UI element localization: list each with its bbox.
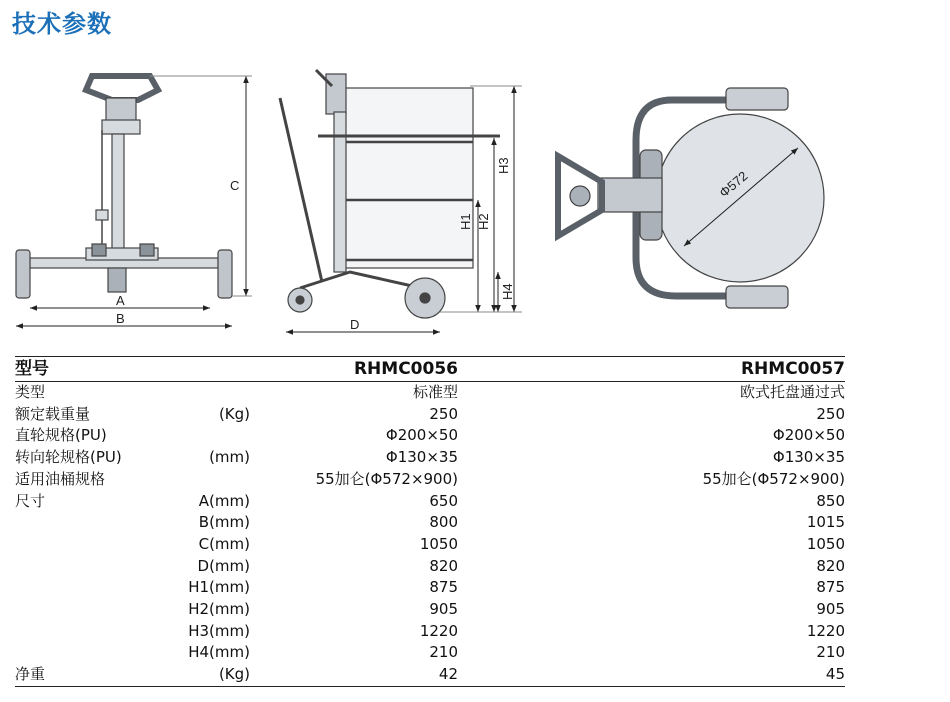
row-label	[15, 512, 185, 534]
row-value-1: 210	[429, 643, 458, 662]
row-sub	[185, 382, 250, 404]
row-label	[15, 642, 185, 664]
row-value-2: 905	[816, 600, 845, 619]
row-value-1: Φ130×35	[385, 448, 458, 467]
dim-label-d: D	[350, 317, 360, 332]
front-view-drawing	[16, 76, 232, 298]
dim-label-h2: H2	[476, 213, 491, 230]
row-value-1: 650	[429, 491, 458, 510]
spec-table	[15, 356, 845, 687]
row-sub: H1(mm)	[188, 578, 250, 597]
header-model-2: RHMC0057	[740, 359, 845, 379]
side-view-drawing	[280, 70, 500, 318]
table-row	[15, 425, 845, 447]
page-title: 技术参数	[12, 10, 112, 38]
row-sub: H4(mm)	[188, 643, 250, 662]
table-row	[15, 577, 845, 599]
row-sub: (Kg)	[218, 404, 250, 423]
dim-label-h3: H3	[496, 157, 511, 174]
row-value-2: 1015	[806, 513, 845, 532]
row-sub: C(mm)	[198, 534, 250, 553]
row-value-2: 1220	[806, 621, 845, 640]
row-sub: B(mm)	[198, 513, 250, 532]
table-row	[15, 469, 845, 491]
header-sub	[185, 357, 250, 382]
row-label: 尺寸	[15, 491, 46, 510]
row-label: 类型	[15, 383, 46, 401]
row-label	[15, 577, 185, 599]
row-value-2: 1050	[806, 534, 845, 553]
row-label	[15, 534, 185, 556]
row-label	[15, 556, 185, 578]
table-row	[15, 621, 845, 643]
table-row	[15, 556, 845, 578]
row-sub: H3(mm)	[188, 621, 250, 640]
row-value-2: Φ200×50	[772, 426, 845, 445]
row-value-2: 250	[816, 404, 845, 423]
row-value-1: 1220	[419, 621, 458, 640]
dim-label-c: C	[230, 178, 240, 193]
header-model-1: RHMC0056	[353, 359, 458, 379]
dim-label-a: A	[116, 293, 125, 308]
row-value-2: 210	[816, 643, 845, 662]
row-value-2: 45	[825, 665, 845, 684]
row-value-2: 875	[816, 578, 845, 597]
table-row	[15, 447, 845, 469]
row-value-1: 250	[429, 404, 458, 423]
row-sub	[185, 425, 250, 447]
technical-drawings	[0, 50, 950, 350]
row-label: 转向轮规格(PU)	[15, 448, 122, 467]
row-value-1: 820	[429, 556, 458, 575]
row-sub: A(mm)	[198, 491, 250, 510]
table-row	[15, 642, 845, 664]
dim-label-b: B	[116, 311, 125, 326]
row-label: 净重	[15, 665, 46, 684]
row-sub: (mm)	[209, 448, 250, 467]
row-value-1: 55加仑(Φ572×900)	[315, 469, 458, 488]
row-sub: H2(mm)	[188, 600, 250, 619]
row-value-1: 42	[438, 665, 458, 684]
row-label	[15, 621, 185, 643]
spec-header-row	[15, 357, 845, 382]
row-value-1: 875	[429, 578, 458, 597]
dim-label-h4: H4	[500, 283, 515, 300]
row-sub	[185, 469, 250, 491]
row-sub: (Kg)	[218, 665, 250, 684]
row-label: 额定载重量	[15, 404, 91, 423]
row-value-2: 820	[816, 556, 845, 575]
row-value-2: 欧式托盘通过式	[739, 383, 845, 401]
row-value-1: 标准型	[412, 383, 458, 401]
table-row	[15, 404, 845, 426]
dim-label-diameter: Φ572	[716, 168, 751, 201]
row-sub: D(mm)	[197, 556, 250, 575]
row-value-1: 800	[429, 513, 458, 532]
header-model-label: 型号	[15, 359, 49, 379]
table-row	[15, 512, 845, 534]
dim-label-h1: H1	[458, 213, 473, 230]
table-row	[15, 599, 845, 621]
row-value-2: 850	[816, 491, 845, 510]
top-view-drawing	[558, 88, 824, 308]
row-value-2: Φ130×35	[772, 448, 845, 467]
row-label: 直轮规格(PU)	[15, 426, 107, 445]
row-value-1: Φ200×50	[385, 426, 458, 445]
row-label: 适用油桶规格	[15, 469, 106, 488]
row-value-1: 905	[429, 600, 458, 619]
table-row	[15, 664, 845, 686]
table-row	[15, 534, 845, 556]
table-row	[15, 382, 845, 404]
row-value-1: 1050	[419, 534, 458, 553]
row-label	[15, 599, 185, 621]
row-value-2: 55加仑(Φ572×900)	[702, 469, 845, 488]
table-row	[15, 491, 845, 513]
